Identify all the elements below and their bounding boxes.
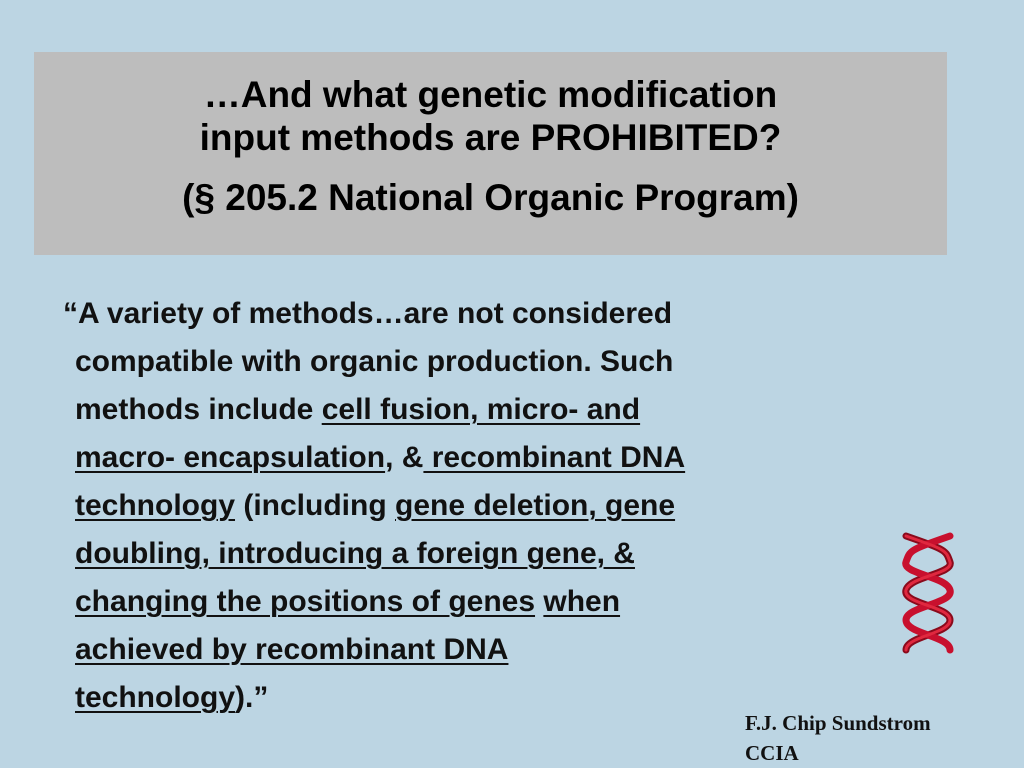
title-box xyxy=(34,52,947,255)
title-line-2: input methods are PROHIBITED? xyxy=(199,117,782,158)
quote-line xyxy=(75,578,895,626)
quote-line xyxy=(75,626,895,674)
quote-text: , & xyxy=(385,441,424,474)
subtitle: (§ 205.2 National Organic Program) xyxy=(182,177,799,218)
title-line-1: …And what genetic modification xyxy=(203,74,778,115)
underlined-term: recombinant DNA xyxy=(423,441,686,474)
author-affiliation: CCIA xyxy=(745,741,799,765)
underlined-term: achieved by recombinant DNA xyxy=(75,633,509,666)
underlined-term: macro- encapsulation xyxy=(75,441,386,474)
quote-text: ).” xyxy=(235,681,269,714)
underlined-term: cell fusion, micro- and xyxy=(321,393,641,426)
underlined-term: technology xyxy=(75,489,236,522)
underlined-term: gene deletion, gene xyxy=(395,489,676,522)
underlined-term: changing the positions of genes xyxy=(75,585,536,618)
quote-line xyxy=(75,386,895,434)
underlined-term: when xyxy=(543,585,621,618)
author-name: F.J. Chip Sundstrom xyxy=(745,711,931,735)
underlined-term: technology xyxy=(75,681,236,714)
underlined-term: doubling, introducing a foreign gene, & xyxy=(75,537,635,570)
quote-line xyxy=(75,530,895,578)
quote-text: methods include xyxy=(75,393,322,426)
quote-line: “A variety of methods…are not considered xyxy=(63,297,673,330)
quote-line: compatible with organic production. Such xyxy=(75,345,674,378)
quote-text: (including xyxy=(235,489,395,522)
quote-block xyxy=(63,290,895,722)
quote-line xyxy=(75,482,895,530)
dna-helix-icon xyxy=(896,532,960,658)
author-credit xyxy=(745,708,931,768)
quote-line xyxy=(75,434,895,482)
